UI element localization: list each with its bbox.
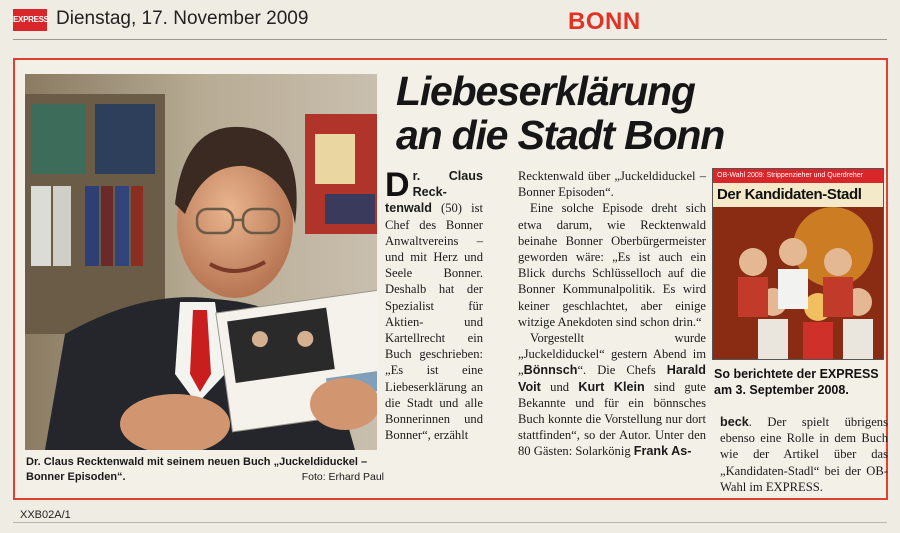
footer-divider [13, 522, 887, 523]
headline [396, 69, 796, 157]
article-column-2 [518, 168, 706, 460]
bold-run: Frank As- [633, 444, 692, 459]
bold-run: Kurt Klein [578, 379, 645, 394]
headline-line-1: Liebeserklärung [396, 68, 695, 114]
photo-illustration [25, 74, 377, 450]
inset-photo [713, 207, 883, 359]
article-column-3 [720, 414, 888, 495]
text-run: . Der spielt übrigens ebenso eine Rolle in dem Buch wie der Artikel über das „Kandidaten-Stadl“ bei der OB-Wahl im EXPRESS. [720, 415, 888, 494]
drop-cap: D [385, 166, 410, 204]
photo-credit: Foto: Erhard Paul [301, 471, 384, 483]
header-divider [13, 39, 887, 40]
bold-run: Bönnsch [523, 363, 578, 378]
inset-title: Der Kandidaten-Stadl [713, 183, 883, 207]
paragraph: Eine solche Episode dreht sich etwa darum, wie Recktenwald beinahe Bonner Oberbürgermeister geworden wäre: „Es ist auch ein Blick durchs Schlüsselloch auf die Bonner Kommunalpolitik. Es wird keiner geschlachtet, aber einige witzige Anekdoten sind schon drin.“ [518, 201, 706, 329]
paragraph [720, 414, 888, 495]
express-logo: EXPRESS [13, 9, 47, 31]
article-column-1 [385, 168, 483, 443]
inset-caption: So berichtete der EXPRESS am 3. September 2008. [714, 367, 879, 397]
text-run: und [540, 379, 579, 394]
lead-text: (50) ist Chef des Bonner Anwaltvereins – und mit Herz und Seele Bonner. Deshalb hat der Spezialist für Aktien- und Kartellrecht ein Buch geschrieben: „Es ist eine Liebeserklärung an die Stadt und alle Bonnerinnen und Bonner“, erzählt [385, 201, 483, 443]
lead-name: r. Claus Recktenwald [385, 169, 483, 216]
headline-line-2: an die Stadt Bonn [396, 112, 725, 158]
text-run: Vorgestellt wurde „Juckeldiduckel“ gestern Abend im „ [518, 331, 706, 378]
paragraph: Recktenwald über „Juckeldiduckel – Bonner Episoden“. [518, 169, 706, 200]
text-run: sind gute Bekannte und für ein bönnsches Buch konnte die Vorstellung nur dort stattfinden“, so der Autor. Unter den 80 Gästen: Solarkönig [518, 379, 707, 459]
bold-run: Harald Voit [518, 363, 706, 394]
photo-caption [26, 455, 384, 485]
inset-topline: OB-Wahl 2009: Strippenzieher und Querdreher [713, 169, 883, 183]
text-run: “. Die Chefs [577, 363, 667, 378]
lead-paragraph [385, 168, 483, 443]
page-code: XXB02A/1 [20, 509, 71, 521]
caption-text: Dr. Claus Recktenwald mit seinem neuen Buch „Juckeldiduckel – Bonner Episoden“. [26, 456, 368, 483]
paragraph [518, 330, 706, 460]
inset-clipping [712, 168, 884, 360]
issue-date: Dienstag, 17. November 2009 [56, 8, 309, 29]
section-title: BONN [568, 8, 641, 35]
author-photo [25, 74, 377, 450]
bold-run: beck [720, 415, 749, 429]
